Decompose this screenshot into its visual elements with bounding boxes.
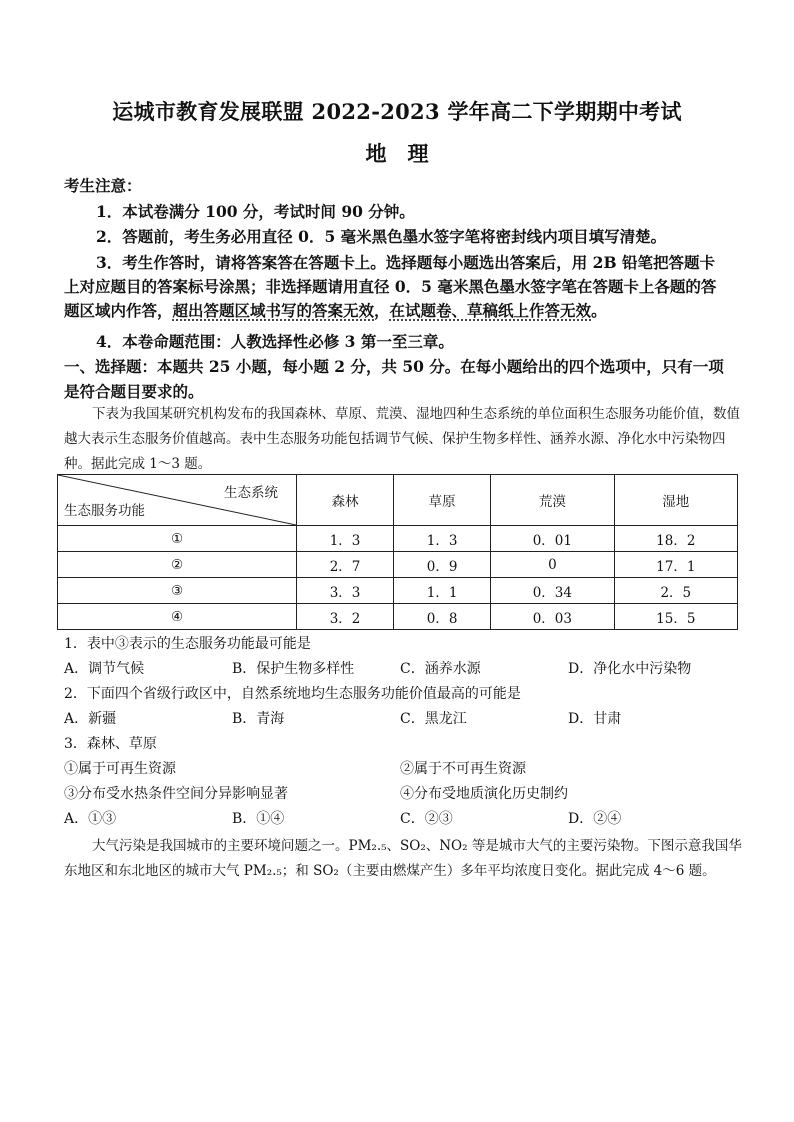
section-heading-line2: 是符合题目要求的。 bbox=[64, 382, 204, 401]
q3-statement-2: ②属于不可再生资源 bbox=[400, 761, 526, 777]
q3-option-b[interactable]: B．①④ bbox=[232, 811, 285, 827]
exam-title: 运城市教育发展联盟 2022-2023 学年高二下学期期中考试 bbox=[112, 99, 682, 124]
question-1-stem: 1．表中③表示的生态服务功能最可能是 bbox=[64, 636, 311, 652]
intro-text: 下表为我国某研究机构发布的我国森林、草原、荒漠、湿地四种生态系统的单位面积生态服务功能价值，数值越大表示生态服务价值越高。表中生态服务功能包括调节气候、保护生物多样性、涵养水源、净化水中污染物四种。据此完成 1～3 题。 bbox=[64, 406, 740, 472]
q3-statement-1: ①属于可再生资源 bbox=[64, 761, 176, 777]
table-cell: 17．1 bbox=[614, 552, 737, 578]
table-cell: 3．2 bbox=[297, 604, 394, 630]
column-header: 荒漠 bbox=[491, 475, 614, 526]
row-label: ① bbox=[58, 526, 297, 552]
q2-option-d[interactable]: D．甘肃 bbox=[568, 711, 622, 727]
notice-item-3-line1: 3．考生作答时，请将答案答在答题卡上。选择题每小题选出答案后，用 2B 铅笔把答题卡 bbox=[96, 253, 715, 272]
section-heading-line1: 一、选择题：本题共 25 小题，每小题 2 分，共 50 分。在每小题给出的四个选项中，只有一项 bbox=[64, 357, 724, 376]
intro-paragraph bbox=[64, 402, 740, 477]
emphasis-text: 超出答题区域书写的答案无效 bbox=[172, 301, 375, 320]
q1-option-a[interactable]: A．调节气候 bbox=[64, 661, 145, 677]
diagonal-header-cell bbox=[58, 475, 297, 526]
table-cell: 0．9 bbox=[394, 552, 491, 578]
table-row bbox=[58, 604, 738, 630]
column-header: 森林 bbox=[297, 475, 394, 526]
table-cell: 2．5 bbox=[614, 578, 737, 604]
subject-title: 地 理 bbox=[365, 141, 429, 166]
emphasis-text: 在试题卷、草稿纸上作答无效 bbox=[389, 301, 592, 320]
q2-option-a[interactable]: A．新疆 bbox=[64, 711, 117, 727]
table-cell: 1．3 bbox=[297, 526, 394, 552]
q3-statement-3: ③分布受水热条件空间分异影响显著 bbox=[64, 786, 288, 802]
column-header: 湿地 bbox=[614, 475, 737, 526]
q3-option-a[interactable]: A．①③ bbox=[64, 811, 117, 827]
table-cell: 1．3 bbox=[394, 526, 491, 552]
table-cell: 2．7 bbox=[297, 552, 394, 578]
notice-text: 。 bbox=[591, 301, 607, 320]
notice-item-4: 4．本卷命题范围：人教选择性必修 3 第一至三章。 bbox=[96, 332, 454, 351]
q3-statement-4: ④分布受地质演化历史制约 bbox=[400, 786, 568, 802]
ecosystem-value-table bbox=[57, 474, 738, 630]
table-row bbox=[58, 552, 738, 578]
notice-text: 题区域内作答， bbox=[64, 301, 173, 320]
intro-2-line2: 东地区和东北地区的城市大气 PM₂.₅；和 SO₂（主要由燃煤产生）多年平均浓度日变化。据此完成 4～6 题。 bbox=[64, 863, 716, 879]
table-row bbox=[58, 526, 738, 552]
notice-item-1: 1．本试卷满分 100 分，考试时间 90 分钟。 bbox=[96, 202, 415, 221]
table-cell: 18．2 bbox=[614, 526, 737, 552]
q2-option-c[interactable]: C．黑龙江 bbox=[400, 711, 467, 727]
row-label: ③ bbox=[58, 578, 297, 604]
table-header-row bbox=[58, 475, 738, 526]
notice-item-3-line3 bbox=[64, 299, 607, 321]
notice-text: ， bbox=[374, 301, 390, 320]
question-2-stem: 2．下面四个省级行政区中，自然系统地均生态服务功能价值最高的可能是 bbox=[64, 686, 521, 702]
row-label: ④ bbox=[58, 604, 297, 630]
table-row bbox=[58, 578, 738, 604]
table-cell: 0．8 bbox=[394, 604, 491, 630]
corner-bottom-label: 生态服务功能 bbox=[64, 503, 145, 519]
table-cell: 15．5 bbox=[614, 604, 737, 630]
q3-option-d[interactable]: D．②④ bbox=[568, 811, 622, 827]
q1-option-d[interactable]: D．净化水中污染物 bbox=[568, 661, 692, 677]
table-cell: 0 bbox=[491, 552, 614, 578]
column-header: 草原 bbox=[394, 475, 491, 526]
notice-item-2: 2．答题前，考生务必用直径 0．5 毫米黑色墨水签字笔将密封线内项目填写清楚。 bbox=[96, 227, 667, 246]
q2-option-b[interactable]: B．青海 bbox=[232, 711, 285, 727]
q1-option-c[interactable]: C．涵养水源 bbox=[400, 661, 481, 677]
table-cell: 3．3 bbox=[297, 578, 394, 604]
intro-2-line1: 大气污染是我国城市的主要环境问题之一。PM₂.₅、SO₂、NO₂ 等是城市大气的主要污染物。下图示意我国华 bbox=[92, 838, 742, 854]
q3-option-c[interactable]: C．②③ bbox=[400, 811, 453, 827]
corner-top-label: 生态系统 bbox=[224, 485, 278, 501]
notice-heading: 考生注意： bbox=[64, 176, 142, 195]
row-label: ② bbox=[58, 552, 297, 578]
question-3-stem: 3．森林、草原 bbox=[64, 736, 157, 752]
table-cell: 0．34 bbox=[491, 578, 614, 604]
notice-item-3-line2: 上对应题目的答案标号涂黑；非选择题请用直径 0．5 毫米黑色墨水签字笔在答题卡上各题的答 bbox=[64, 277, 717, 296]
table-cell: 0．03 bbox=[491, 604, 614, 630]
table-cell: 0．01 bbox=[491, 526, 614, 552]
q1-option-b[interactable]: B．保护生物多样性 bbox=[232, 661, 355, 677]
table-cell: 1．1 bbox=[394, 578, 491, 604]
